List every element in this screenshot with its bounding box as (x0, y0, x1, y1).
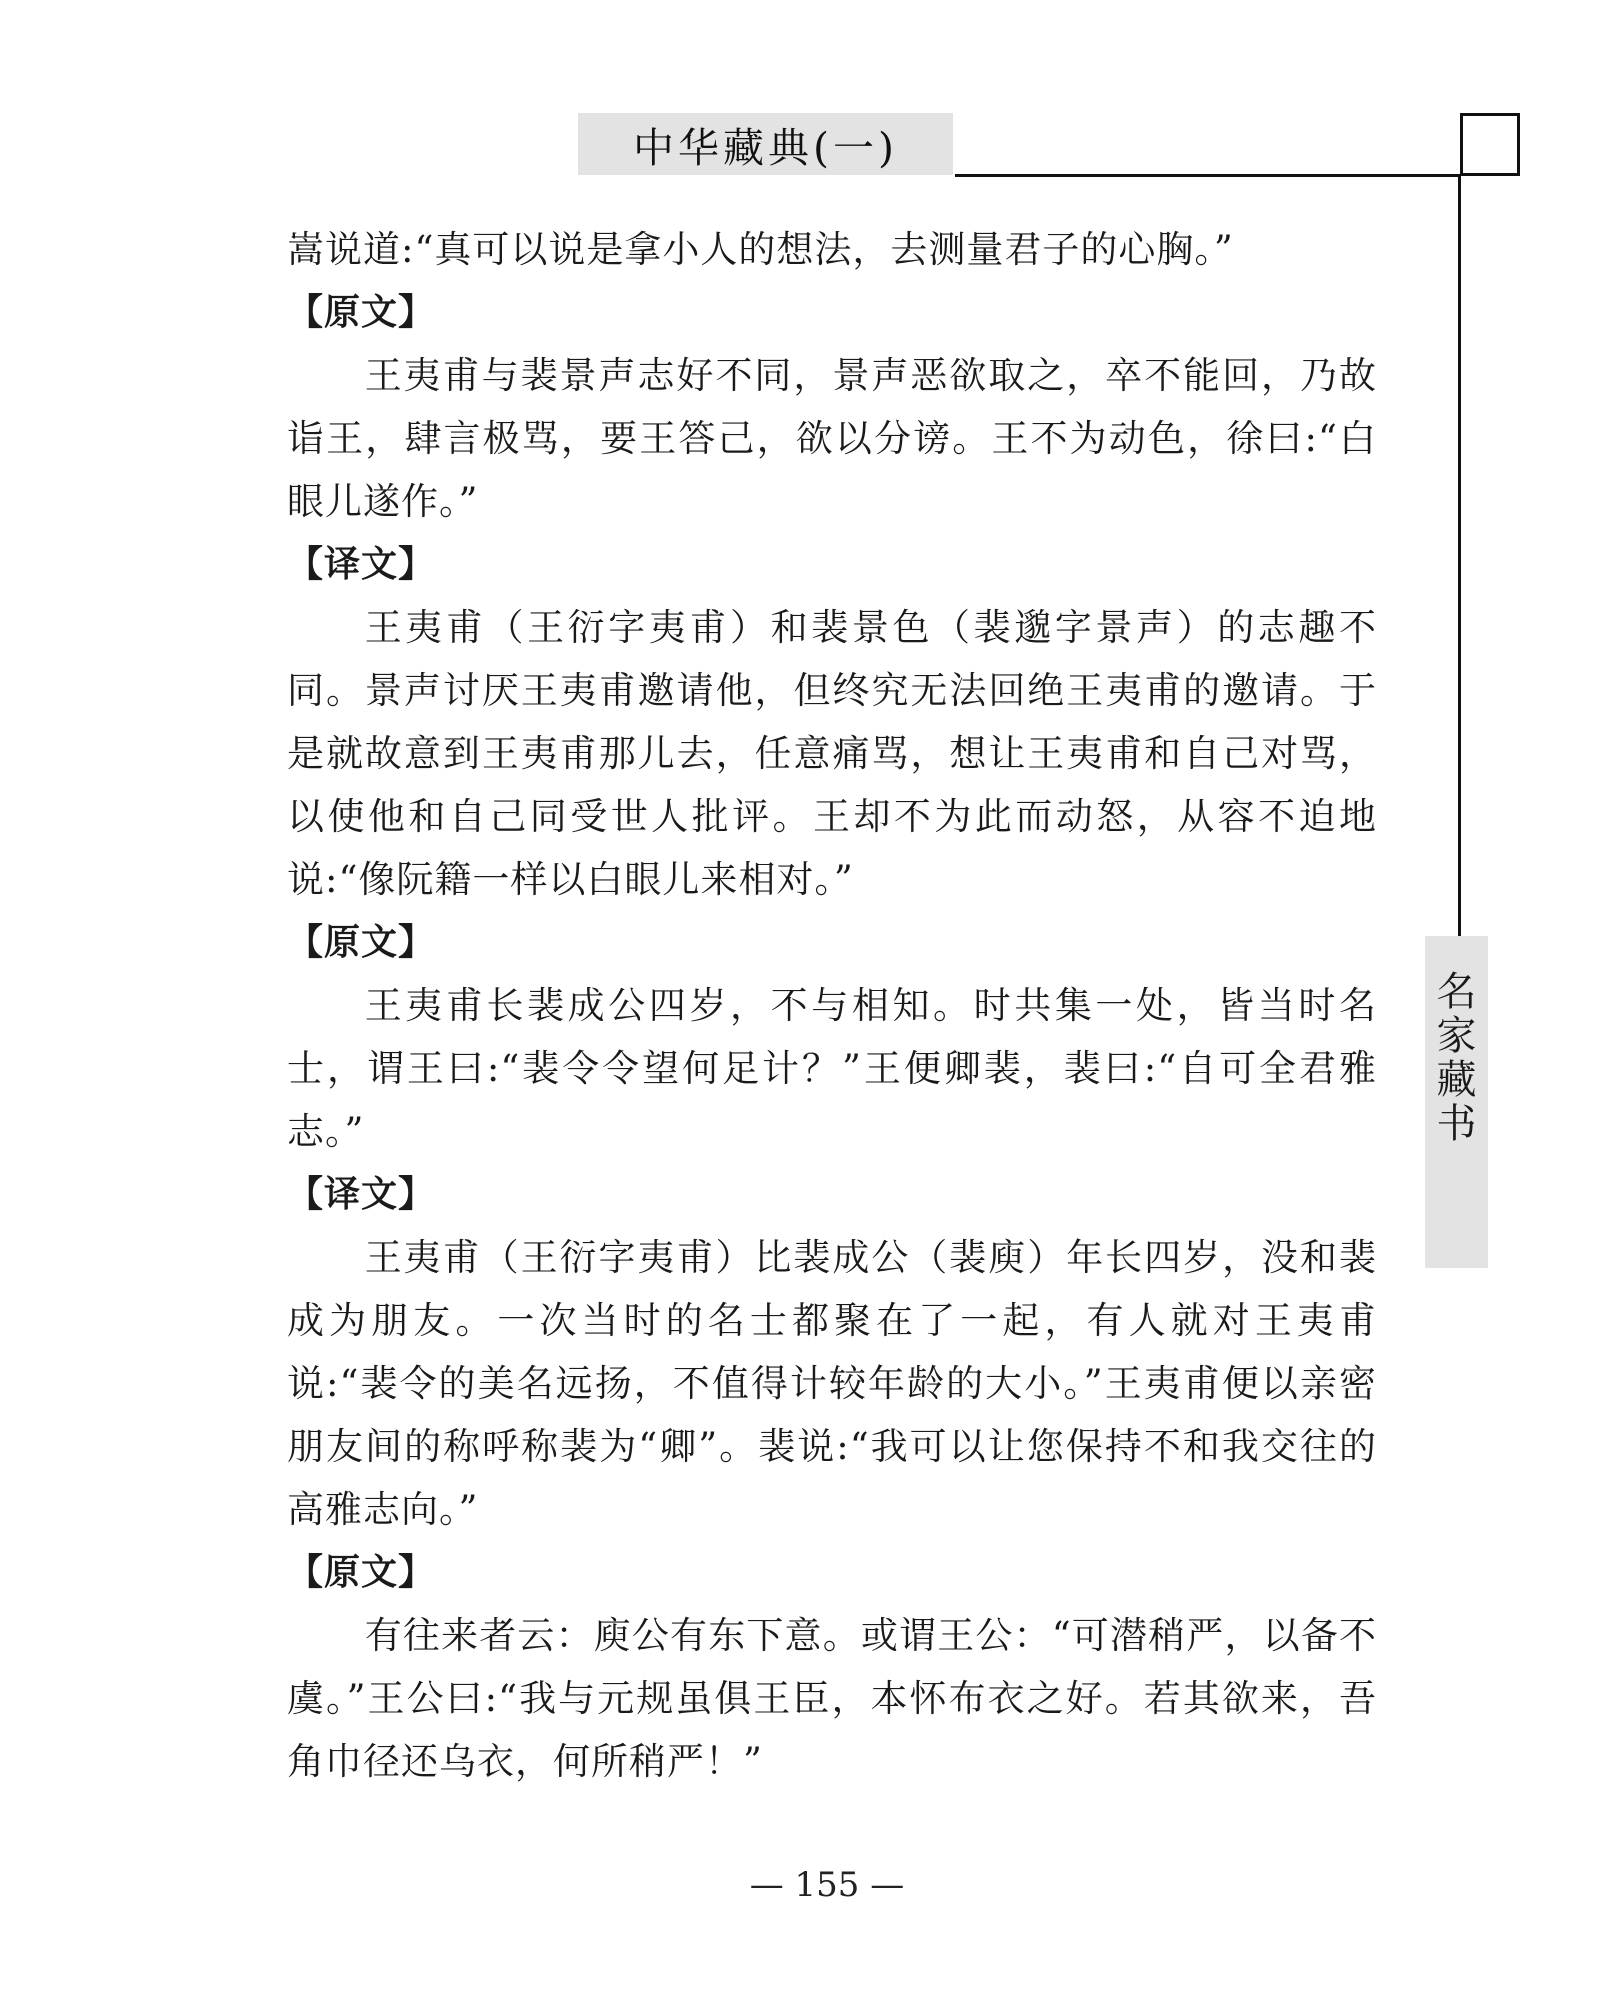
body-text (287, 218, 1377, 1793)
corner-box (1460, 113, 1520, 176)
side-tab-char: 书 (1436, 1101, 1477, 1147)
paragraph: 嵩说道:“真可以说是拿小人的想法，去测量君子的心胸。” (287, 228, 1234, 271)
side-tab-char: 名 (1436, 969, 1477, 1015)
paragraph: 王夷甫（王衍字夷甫）比裴成公（裴庾）年长四岁，没和裴成为朋友。一次当时的名士都聚在了一起，有人就对王夷甫说:“裴令的美名远扬，不值得计较年龄的大小。”王夷甫便以亲密朋友间的称呼称裴为“卿”。裴说:“我可以让您保持不和我交往的高雅志向。” (287, 1236, 1377, 1531)
paragraph: 王夷甫长裴成公四岁，不与相知。时共集一处，皆当时名士，谓王曰:“裴令令望何足计？”王便卿裴，裴曰:“自可全君雅志。” (287, 984, 1377, 1153)
section-tag-original: 【原文】 (287, 1552, 436, 1593)
running-header-title: 中华藏典(一) (578, 113, 953, 175)
header-rule (955, 174, 1460, 177)
section-tag-translation: 【译文】 (287, 544, 436, 585)
side-tab-char: 家 (1436, 1013, 1477, 1059)
paragraph: 王夷甫与裴景声志好不同，景声恶欲取之，卒不能回，乃故诣王，肆言极骂，要王答己，欲以分谤。王不为动色，徐曰:“白眼儿遂作。” (287, 354, 1377, 523)
paragraph: 有往来者云：庾公有东下意。或谓王公：“可潜稍严，以备不虞。”王公曰:“我与元规虽俱王臣，本怀布衣之好。若其欲来，吾角巾径还乌衣，何所稍严！” (287, 1614, 1377, 1783)
side-tab-char: 藏 (1436, 1057, 1477, 1103)
section-tag-translation: 【译文】 (287, 1174, 436, 1215)
margin-vertical-rule (1458, 174, 1461, 936)
page-number: — 155 — (749, 1865, 905, 1905)
side-tab (1425, 936, 1488, 1268)
paragraph: 王夷甫（王衍字夷甫）和裴景色（裴邈字景声）的志趣不同。景声讨厌王夷甫邀请他，但终究无法回绝王夷甫的邀请。于是就故意到王夷甫那儿去，任意痛骂，想让王夷甫和自己对骂，以使他和自己同受世人批评。王却不为此而动怒，从容不迫地说:“像阮籍一样以白眼儿来相对。” (287, 606, 1377, 901)
section-tag-original: 【原文】 (287, 922, 436, 963)
section-tag-original: 【原文】 (287, 292, 436, 333)
